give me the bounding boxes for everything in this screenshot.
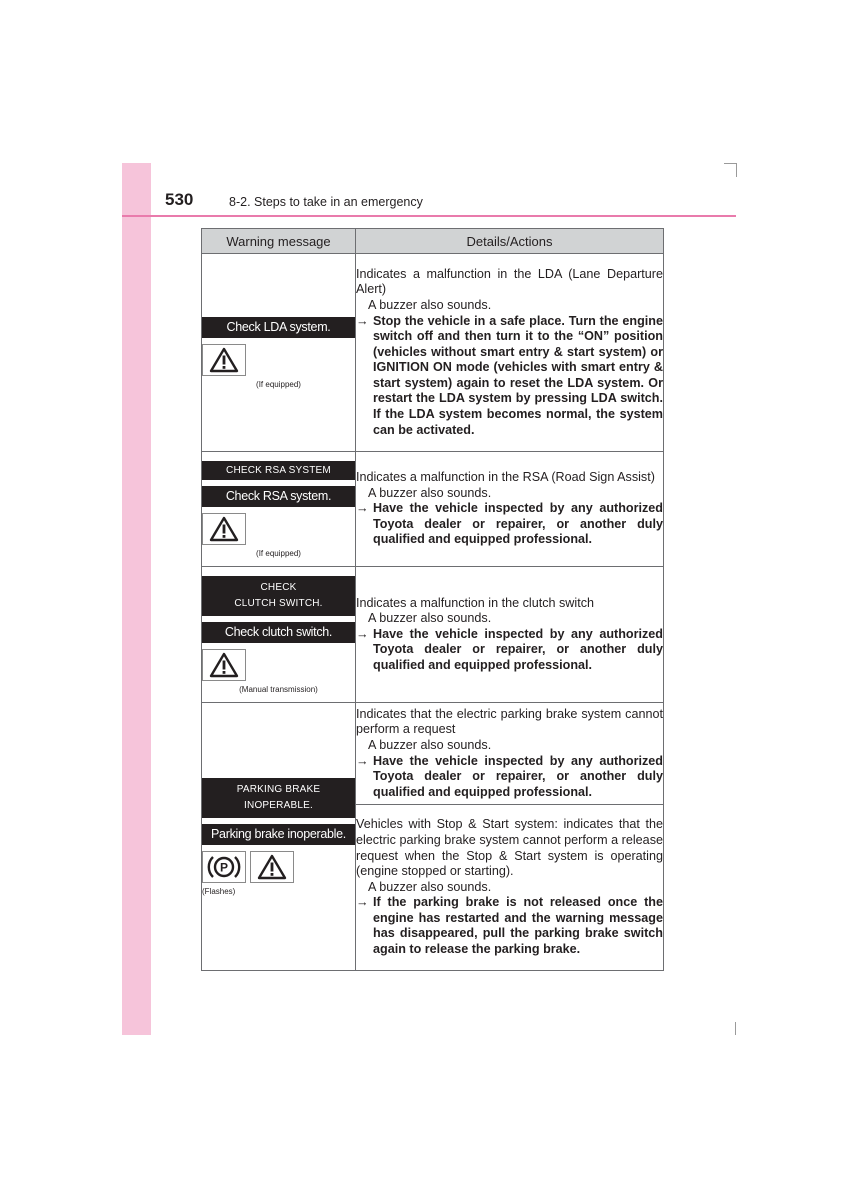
table-header-row: [202, 229, 664, 254]
message-check-clutch-caps: [202, 576, 355, 616]
message-line: PARKING BRAKE: [236, 783, 321, 795]
caption-if-equipped: (If equipped): [256, 548, 301, 558]
caption-flashes: (Flashes): [202, 886, 236, 896]
header-rule: [122, 215, 736, 217]
message-line: CHECK: [260, 581, 297, 593]
crop-mark-bottom-right: [735, 1022, 736, 1035]
detail-action: Have the vehicle inspected by any authorized Toyota dealer or repairer, or another duly qualified and equipped professional.: [373, 626, 663, 672]
caption-if-equipped: (If equipped): [256, 379, 301, 389]
warning-triangle-icon: [202, 344, 246, 376]
warning-cell: [202, 254, 356, 452]
warning-message-table: [201, 228, 664, 971]
warning-cell: [202, 567, 356, 703]
arrow-icon: →: [356, 313, 369, 328]
detail-action: Have the vehicle inspected by any authorized Toyota dealer or repairer, or another duly qualified and equipped professional.: [373, 501, 663, 547]
message-line: CLUTCH SWITCH.: [234, 597, 323, 609]
parking-brake-icon: [202, 851, 246, 883]
detail-buzzer: A buzzer also sounds.: [368, 485, 492, 500]
arrow-icon: →: [356, 626, 369, 641]
caption-manual-transmission: (Manual transmission): [239, 684, 318, 694]
table-row-clutch: [202, 567, 664, 703]
details-cell: [356, 703, 664, 805]
message-parking-brake-inoperable: Parking brake inoperable.: [202, 824, 355, 845]
detail-intro: Vehicles with Stop & Start system: indicates that the electric parking brake system cannot perform a release request when the Stop & Start system is operating (engine stopped or starting).: [356, 817, 663, 879]
detail-buzzer: A buzzer also sounds.: [368, 879, 492, 894]
message-check-lda: Check LDA system.: [202, 317, 355, 338]
chapter-tab: [122, 163, 151, 1035]
detail-buzzer: A buzzer also sounds.: [368, 737, 492, 752]
crop-mark-top-right: [724, 163, 737, 177]
detail-action: If the parking brake is not released once the engine has restarted and the warning message has disappeared, pull the parking brake switch again to release the parking brake.: [373, 895, 663, 957]
warning-triangle-icon: [202, 649, 246, 681]
table-row-parking-brake: [202, 703, 664, 805]
detail-intro: Indicates a malfunction in the clutch switch: [356, 595, 595, 610]
svg-text:P: P: [219, 860, 229, 874]
table-row-rsa: [202, 452, 664, 567]
detail-intro: Indicates a malfunction in the LDA (Lane Departure Alert): [356, 266, 663, 297]
arrow-icon: →: [356, 501, 369, 516]
warning-cell: [202, 452, 356, 567]
message-parking-brake-caps: [202, 778, 355, 818]
details-cell: [356, 452, 664, 567]
message-check-rsa: Check RSA system.: [202, 486, 355, 507]
detail-buzzer: A buzzer also sounds.: [368, 611, 492, 626]
warning-triangle-icon: [202, 513, 246, 545]
arrow-icon: →: [356, 895, 369, 910]
header-details-actions: Details/Actions: [356, 229, 664, 254]
details-cell: [356, 254, 664, 452]
message-check-clutch: Check clutch switch.: [202, 622, 355, 643]
page-number: 530: [165, 190, 194, 209]
message-line: INOPERABLE.: [244, 799, 313, 811]
section-title: 8-2. Steps to take in an emergency: [229, 195, 423, 209]
message-check-rsa-caps: CHECK RSA SYSTEM: [202, 461, 355, 480]
header-warning-message: Warning message: [202, 229, 356, 254]
details-cell: [356, 567, 664, 703]
details-cell: [356, 805, 664, 971]
detail-buzzer: A buzzer also sounds.: [368, 297, 492, 312]
detail-intro: Indicates that the electric parking brake system cannot perform a request: [356, 706, 663, 737]
table-row-lda: [202, 254, 664, 452]
warning-cell: [202, 703, 356, 971]
warning-triangle-icon: [250, 851, 294, 883]
detail-action: Have the vehicle inspected by any authorized Toyota dealer or repairer, or another duly qualified and equipped professional.: [373, 753, 663, 799]
arrow-icon: →: [356, 753, 369, 768]
detail-action: Stop the vehicle in a safe place. Turn the engine switch off and then turn it to the “ON” position (vehicles without smart entry & start system) or IGNITION ON mode (vehicles with smart entry & start system) again to reset the LDA system. Or restart the LDA system by pressing LDA switch. If the LDA system becomes normal, the system can be activated.: [373, 313, 663, 437]
detail-intro: Indicates a malfunction in the RSA (Road Sign Assist): [356, 470, 655, 485]
